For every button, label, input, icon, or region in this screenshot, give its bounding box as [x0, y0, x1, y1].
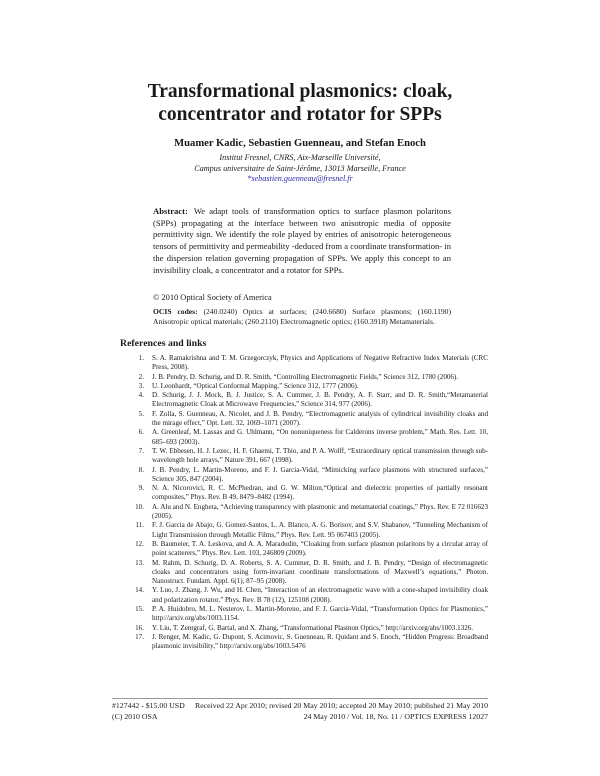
- reference-item: [120, 633, 488, 652]
- reference-text: A. Greenleaf, M. Lassas and G. Uhlmann, “On nonuniqueness for Calderons inverse problem,” Math. Res. Lett. 10, 685–693 (2003).: [152, 428, 488, 446]
- affiliation-line-1: Institut Fresnel, CNRS, Aix-Marseille Université,: [219, 153, 381, 162]
- reference-number: 9.: [138, 484, 144, 493]
- reference-number: 15.: [135, 605, 144, 614]
- footer-line-2: [112, 712, 488, 721]
- affiliation: [0, 153, 600, 185]
- abstract-label: Abstract:: [153, 206, 188, 216]
- reference-item: [120, 624, 488, 633]
- reference-item: [120, 410, 488, 429]
- reference-item: [120, 382, 488, 391]
- reference-text: N. A. Nicorovici, R. C. McPhedran, and G. W. Milton,“Optical and dielectric properties of partially resonant composites,” Phys. Rev. B 49, 8479–8482 (1994).: [152, 484, 488, 502]
- footer-line-1: [112, 701, 488, 710]
- footer-journal-citation: 24 May 2010 / Vol. 18, No. 11 / OPTICS EXPRESS 12027: [303, 712, 488, 721]
- author-list: Muamer Kadic, Sebastien Guenneau, and Stefan Enoch: [174, 138, 426, 149]
- reference-text: T. W. Ebbesen, H. J. Lezec, H. F. Ghaemi, T. Thio, and P. A. Wolff, “Extraordinary optical transmission through sub-wavelength hole arrays,” Nature 391, 667 (1998).: [152, 446, 488, 465]
- reference-item: [120, 466, 488, 485]
- reference-text: B. Baumeier, T. A. Leskova, and A. A. Maradudin, “Cloaking from surface plasmon polaritons by a circular array of point scatterers,” Phys. Rev. Lett. 103, 246809 (2009).: [152, 539, 488, 558]
- reference-number: 10.: [135, 502, 144, 511]
- reference-item: [120, 484, 488, 503]
- reference-number: 6.: [138, 428, 144, 437]
- reference-text: D. Schurig, J. J. Mock, B. J. Justice, S. A. Cummer, J. B. Pendry, A. F. Starr, and D. R. Smith,“Metamaterial Electromagnetic Cloak at Microwave Frequencies,” Science 314, 977 (2006).: [152, 391, 488, 409]
- abstract-text: We adapt tools of transformation optics to surface plasmon polaritons (SPPs) propagating at the interface between two anisotropic media of opposite permittivity sign. We identify the role played by entries of anisotropic heterogeneous tensors of permittivity and permeability -deduced from a coordinate transformation- in the dispersion relation governing propagation of SPPs. We apply this concept to an invisibility cloak, a concentrator and a rotator for SPPs.: [153, 206, 451, 275]
- reference-item: [120, 559, 488, 587]
- reference-number: 17.: [135, 632, 144, 641]
- reference-text: U. Leonhardt, “Optical Conformal Mapping,” Science 312, 1777 (2006).: [152, 381, 359, 390]
- reference-number: 2.: [138, 372, 144, 381]
- ocis-codes: [153, 307, 451, 326]
- reference-item: [120, 521, 488, 540]
- reference-item: [120, 605, 488, 624]
- reference-text: F. Zolla, S. Guenneau, A. Nicolet, and J. B. Pendry, “Electromagnetic analysis of cylindrical invisibility cloaks and the mirage effect,” Opt. Lett. 32, 1069–1071 (2007).: [152, 409, 488, 428]
- references-heading: References and links: [120, 338, 207, 349]
- reference-text: J. Renger, M. Kadic, G. Dupont, S. Acimovic, S. Guenneau, R. Quidant and S. Enoch, “Hidden Progress: Broadband plasmonic invisibility,” http://arxiv.org/abs/1003.5476: [152, 632, 488, 651]
- reference-text: J. B. Pendry, D. Schurig, and D. R. Smith, “Controlling Electromagnetic Fields,” Science 312, 1780 (2006).: [152, 372, 459, 381]
- reference-item: [120, 354, 488, 373]
- reference-number: 7.: [138, 446, 144, 455]
- footer-divider: [112, 698, 488, 699]
- references-list: [120, 354, 488, 652]
- reference-item: [120, 503, 488, 522]
- affiliation-line-2: Campus universitaire de Saint-Jérôme, 13013 Marseille, France: [194, 163, 406, 173]
- footer-copyright: (C) 2010 OSA: [112, 712, 158, 721]
- reference-text: M. Rahm, D. Schurig, D. A. Roberts, S. A. Cummer, D. R. Smith, and J. B. Pendry, “Design of electromagnetic cloaks and concentrators using form-invariant coordinate transformations of Maxwell’s equations,” Photon. Nanostruct. Fundam. Appl. 6(1), 87–95 (2008).: [152, 558, 488, 586]
- reference-item: [120, 391, 488, 410]
- author-email-link[interactable]: *sebastien.guenneau@fresnel.fr: [247, 174, 353, 183]
- reference-text: F. J. Garcia de Abajo, G. Gomez-Santos, L. A. Blanco, A. G. Borisov, and S.V. Shabanov, “Tunneling Mechanism of Light Transmission through Metallic Films,” Phys. Rev. Lett. 95 067403 (2005).: [152, 521, 488, 539]
- reference-text: S. A. Ramakrishna and T. M. Grzegorczyk, Physics and Applications of Negative Refractive Index Materials (CRC Press, 2008).: [152, 354, 488, 372]
- reference-text: J. B. Pendry, L. Martin-Moreno, and F. J. Garcia-Vidal, “Mimicking surface plasmons with structured surfaces,” Science 305, 847 (2004).: [152, 465, 488, 483]
- ocis-text: (240.0240) Optics at surfaces; (240.6680) Surface plasmons; (160.1190) Anisotropic optical materials; (260.2110) Electromagnetic optics; (160.3918) Metamaterials.: [153, 307, 451, 326]
- reference-item: [120, 373, 488, 382]
- footer-dates: Received 22 Apr 2010; revised 20 May 2010; accepted 20 May 2010; published 21 May 2010: [195, 701, 488, 710]
- footer-article-id: #127442 - $15.00 USD: [112, 701, 185, 710]
- paper-title: [0, 80, 600, 126]
- reference-text: P. A. Huidobro, M. L. Nesterov, L. Martin-Moreno, and F. J. Garcia-Vidal, “Transformation Optics for Plasmonics,” http://arxiv.org/abs/1003.1154.: [152, 605, 488, 623]
- ocis-label: OCIS codes:: [153, 307, 198, 316]
- reference-item: [120, 447, 488, 466]
- reference-number: 13.: [135, 558, 144, 567]
- reference-number: 14.: [135, 586, 144, 595]
- reference-number: 8.: [138, 465, 144, 474]
- reference-text: Y. Luo, J. Zhang, J. Wu, and H. Chen, “Interaction of an electromagnetic wave with a cone-shaped invisibility cloak and polarization rotator,” Phys. Rev. B 78 (12), 125108 (2008).: [152, 586, 488, 604]
- reference-number: 12.: [135, 539, 144, 548]
- reference-text: Y. Liu, T. Zentgraf, G. Bartal, and X. Zhang, “Transformational Plasmon Optics,” http://arxiv.org/abs/1003.1326.: [152, 623, 474, 632]
- reference-number: 11.: [135, 521, 144, 530]
- reference-number: 16.: [135, 623, 144, 632]
- reference-item: [120, 540, 488, 559]
- abstract: [153, 206, 451, 276]
- title-line-1: Transformational plasmonics: cloak,: [147, 81, 453, 102]
- reference-number: 4.: [138, 391, 144, 400]
- copyright-notice: © 2010 Optical Society of America: [153, 293, 272, 302]
- reference-number: 5.: [138, 409, 144, 418]
- reference-number: 1.: [138, 354, 144, 362]
- title-line-2: concentrator and rotator for SPPs: [158, 104, 442, 125]
- reference-number: 3.: [138, 381, 144, 390]
- reference-text: A. Alu and N. Engheta, “Achieving transparency with plasmonic and metamaterial coatings,” Phys. Rev. E 72 016623 (2005).: [152, 502, 488, 521]
- reference-item: [120, 586, 488, 605]
- reference-item: [120, 428, 488, 447]
